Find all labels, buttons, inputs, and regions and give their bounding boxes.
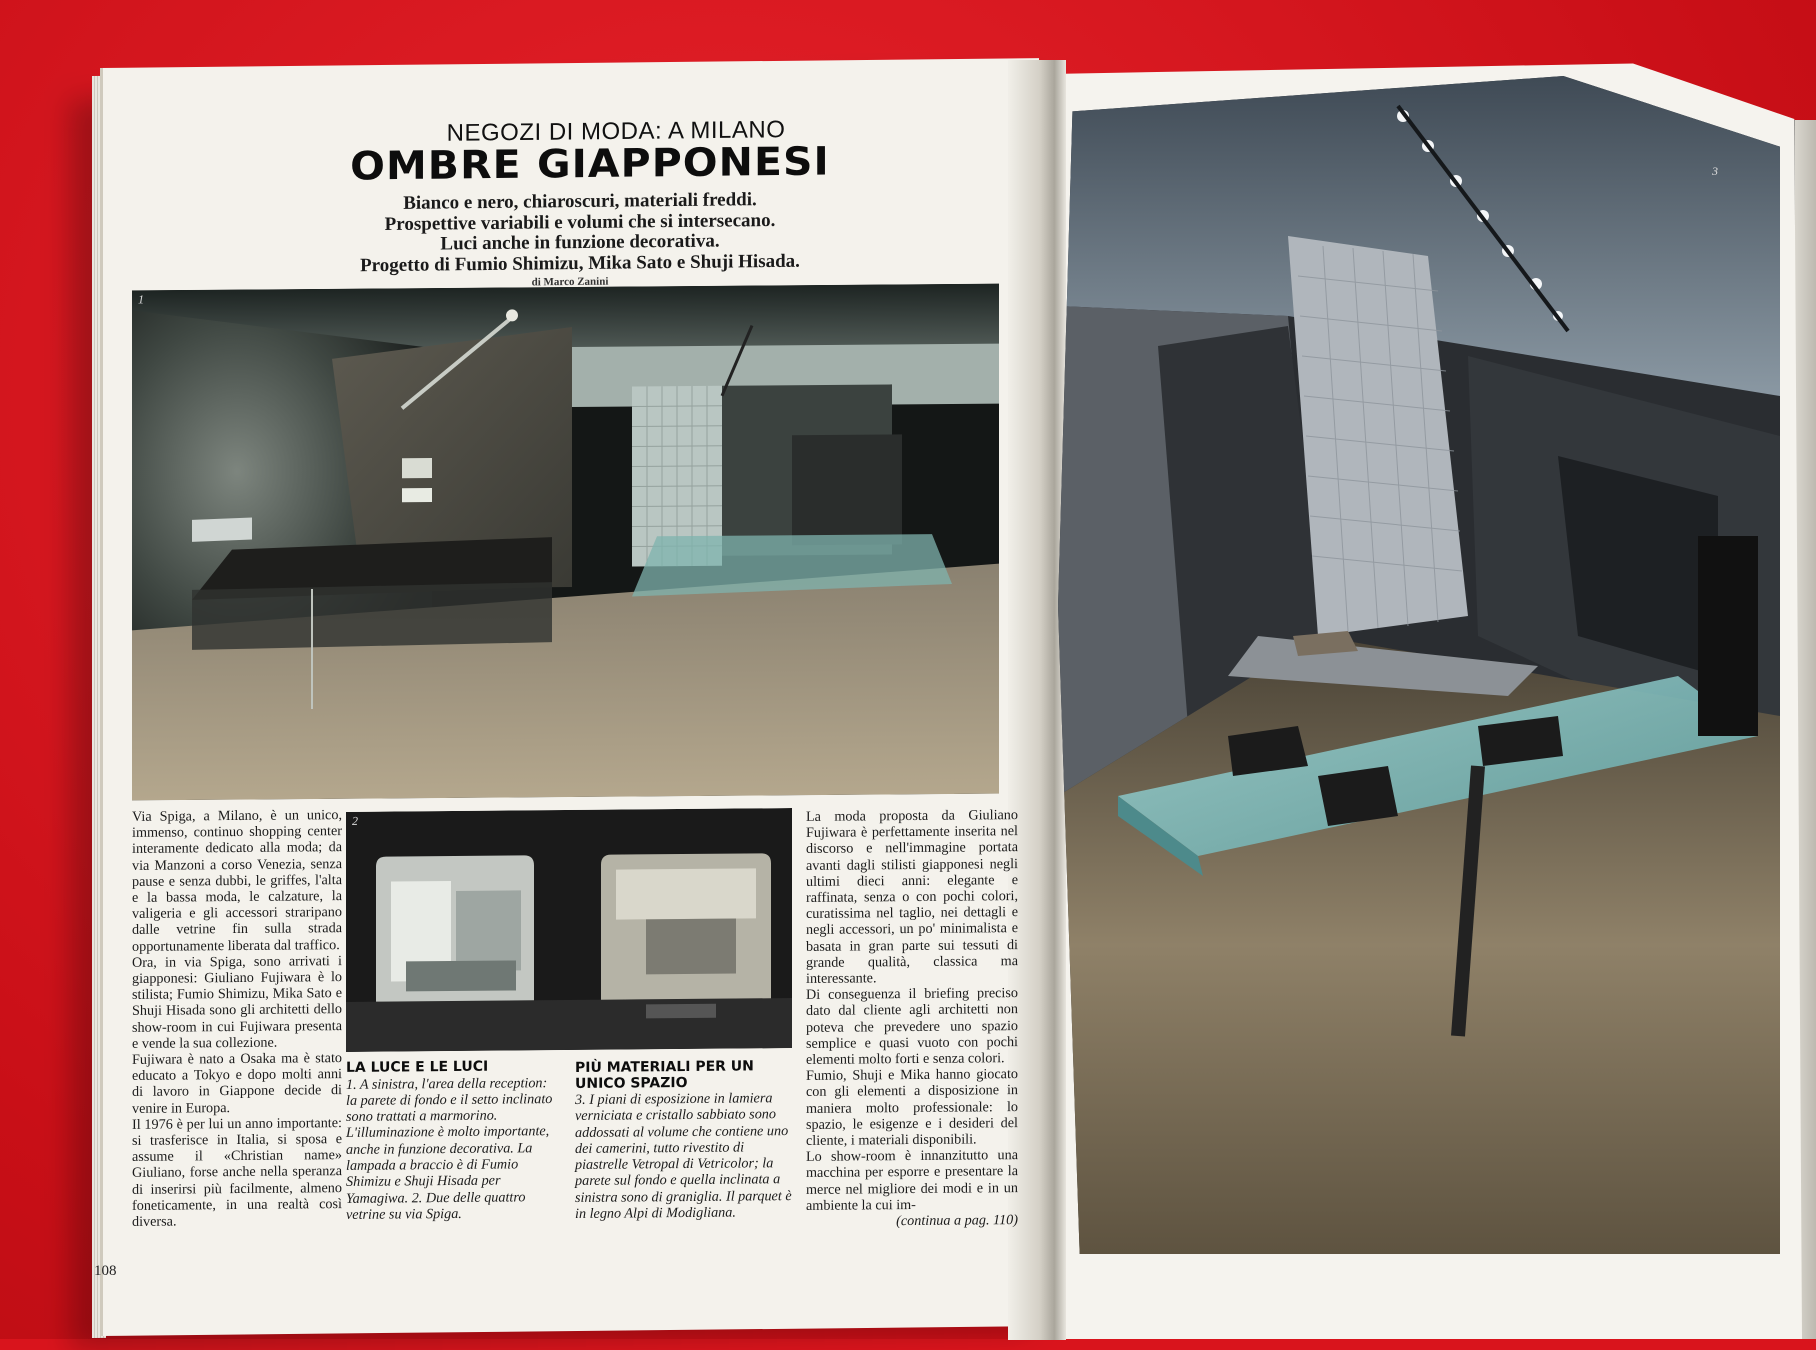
byline: di Marco Zanini: [531, 275, 609, 289]
paragraph: Fumio, Shuji e Mika hanno giocato con gli elementi a disposizione in maniera molto professionale: lo spazio, le esigenze e i desideri del cliente, i materiali disponibili.: [806, 1066, 1018, 1149]
article-column-3: [806, 807, 1018, 1230]
deck: [340, 189, 820, 276]
caption-title: LA LUCE E LE LUCI: [346, 1058, 489, 1076]
paragraph: Ora, in via Spiga, sono arrivati i giapponesi: Giuliano Fujiwara è lo stilista; Fumio Shimizu, Mika Sato e Shuji Hisada sono gli architetti dello show-room in cui Fujiwara presenta e vende la sua collezione.: [132, 952, 342, 1052]
paragraph: Via Spiga, a Milano, è un unico, immenso, continuo shopping center interamente dedicato alla moda; da via Manzoni a corso Venezia, senza pause e senza dubbi, le griffes, l'alta e la bassa moda, le calzature, la valigeria e gli accessori straripano dalle vetrine fin sulla strada opportunamente liberata dal traffico.: [132, 807, 342, 955]
caption-title: PIÙ MATERIALI PER UN UNICO SPAZIO: [575, 1058, 754, 1092]
continued-note: (continua a pag. 110): [896, 1212, 1018, 1230]
page-number: 108: [94, 1263, 117, 1279]
caption-block-1: [346, 1059, 558, 1223]
paragraph: Lo show-room è innanzitutto una macchina per esporre e presentare la merce nel migliore dei modi e in un ambiente la cui im-: [806, 1147, 1018, 1214]
photo-number: 1: [138, 292, 144, 307]
headline: OMBRE GIAPPONESI: [350, 139, 830, 190]
caption-text: 3. I piani di esposizione in lamiera verniciata e cristallo sabbiato sono addossati al volume che contiene uno dei camerini, tutto rivestito di piastrelle Vetropal di Vetricolor; la parete sul fondo e quella inclinata a sinistra sono di graniglia. Il parquet è in legno Alpi di Modigliana.: [575, 1090, 792, 1223]
deck-line: Bianco e nero, chiaroscuri, materiali freddi.: [403, 189, 757, 214]
paragraph: La moda proposta da Giuliano Fujiwara è perfettamente inserita nel discorso e nell'immagine portata avanti dagli stilisti giapponesi negli ultimi dieci anni: elegante e raffinata, senza o con pochi colori, curatissima nel taglio, nei dettagli e negli accessori, un po' minimalista e basata in gran parte sui tessuti di grande qualità, classica ma interessante.: [806, 807, 1018, 987]
deck-line: Prospettive variabili e volumi che si intersecano.: [384, 209, 776, 235]
paragraph: Di conseguenza il briefing preciso dato dal cliente agli architetti non poteva che prevedere uno spazio semplice e quasi vuoto con pochi elementi molto forti e senza colori.: [806, 985, 1018, 1068]
display-tables-photo-art: [1058, 76, 1780, 1254]
caption-text: 1. A sinistra, l'area della reception: la parete di fondo e il setto inclinato sono trattati a marmorino. L'illuminazione è molto importante, anche in funzione decorativa. La lampada a braccio è di Fumio Shimizu e Shuji Hisada per Yamagiwa. 2. Due delle quattro vetrine su via Spiga.: [346, 1074, 553, 1223]
photo-reception: [132, 284, 999, 801]
paragraph: Il 1976 è per lui un anno importante: si trasferisce in Italia, si sposa e assume il «Christian name» Giuliano, forse anche nella speranza di inserirsi più facilmente, almeno foneticamente, in una realtà così diversa.: [132, 1114, 342, 1230]
paragraph: Fujiwara è nato a Osaka ma è stato educato a Tokyo e dopo molti anni di lavoro in Giappone decide di venire in Europa.: [132, 1050, 342, 1117]
deck-line: Progetto di Fumio Shimizu, Mika Sato e Shuji Hisada.: [360, 250, 800, 276]
photo-number: 3: [1712, 164, 1718, 178]
deck-line: Luci anche in funzione decorativa.: [440, 230, 720, 255]
photo-display-tables: [1058, 76, 1780, 1254]
photo-number: 2: [352, 813, 358, 828]
caption-block-2: [575, 1059, 800, 1222]
photo-shop-windows: [346, 808, 792, 1052]
article-column-1: [132, 807, 342, 1230]
reception-photo-art: [132, 284, 999, 801]
kicker: NEGOZI DI MODA: A MILANO: [446, 116, 786, 147]
shop-windows-photo-art: [346, 808, 792, 1052]
